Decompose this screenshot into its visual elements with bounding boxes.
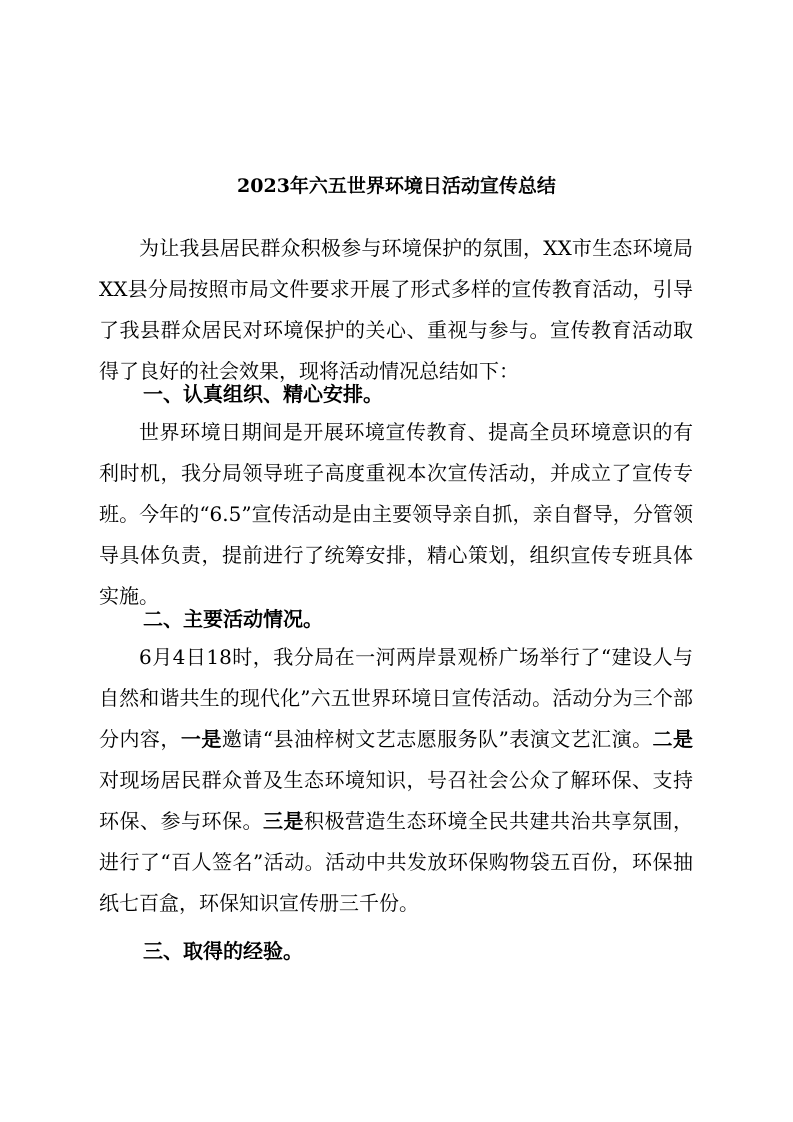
item-1-text: 邀请“县油梓树文艺志愿服务队”表演文艺汇演。 bbox=[221, 727, 653, 751]
item-2-marker: 二是 bbox=[652, 727, 694, 751]
item-2-text: 对现场居民群众普及生态环境知识，号召社会公众了解环保、支持环保、参与环保。 bbox=[99, 768, 693, 833]
document-title: 2023年六五世界环境日活动宣传总结 bbox=[237, 175, 556, 197]
section-2-body bbox=[99, 637, 693, 924]
intro-paragraph: 为让我县居民群众积极参与环境保护的氛围，XX市生态环境局XX县分局按照市局文件要求开展了形式多样的宣传教育活动，引导了我县群众居民对环境保护的关心、重视与参与。宣传教育活动取得了良好的社会效果，现将活动情况总结如下： bbox=[99, 236, 693, 383]
section-2-heading: 二、主要活动情况。 bbox=[143, 607, 323, 631]
section-3-heading: 三、取得的经验。 bbox=[143, 939, 303, 963]
section-1-body: 世界环境日期间是开展环境宣传教育、提高全员环境意识的有利时机，我分局领导班子高度重视本次宣传活动，并成立了宣传专班。今年的“6.5”宣传活动是由主要领导亲自抓，亲自督导，分管领导具体负责，提前进行了统筹安排，精心策划，组织宣传专班具体实施。 bbox=[99, 420, 693, 608]
item-3-text: 积极营造生态环境全民共建共治共享氛围，进行了“百人签名”活动。活动中共发放环保购物袋五百份，环保抽纸七百盒，环保知识宣传册三千份。 bbox=[99, 809, 693, 915]
section-2-intro-text: 6月4日18时，我分局在一河两岸景观桥广场举行了“建设人与自然和谐共生的现代化”六五世界环境日宣传活动。活动分为三个部分内容， bbox=[99, 645, 693, 751]
section-1-heading: 一、认真组织、精心安排。 bbox=[143, 382, 383, 406]
item-3-marker: 三是 bbox=[263, 809, 304, 833]
item-1-marker: 一是 bbox=[180, 727, 222, 751]
